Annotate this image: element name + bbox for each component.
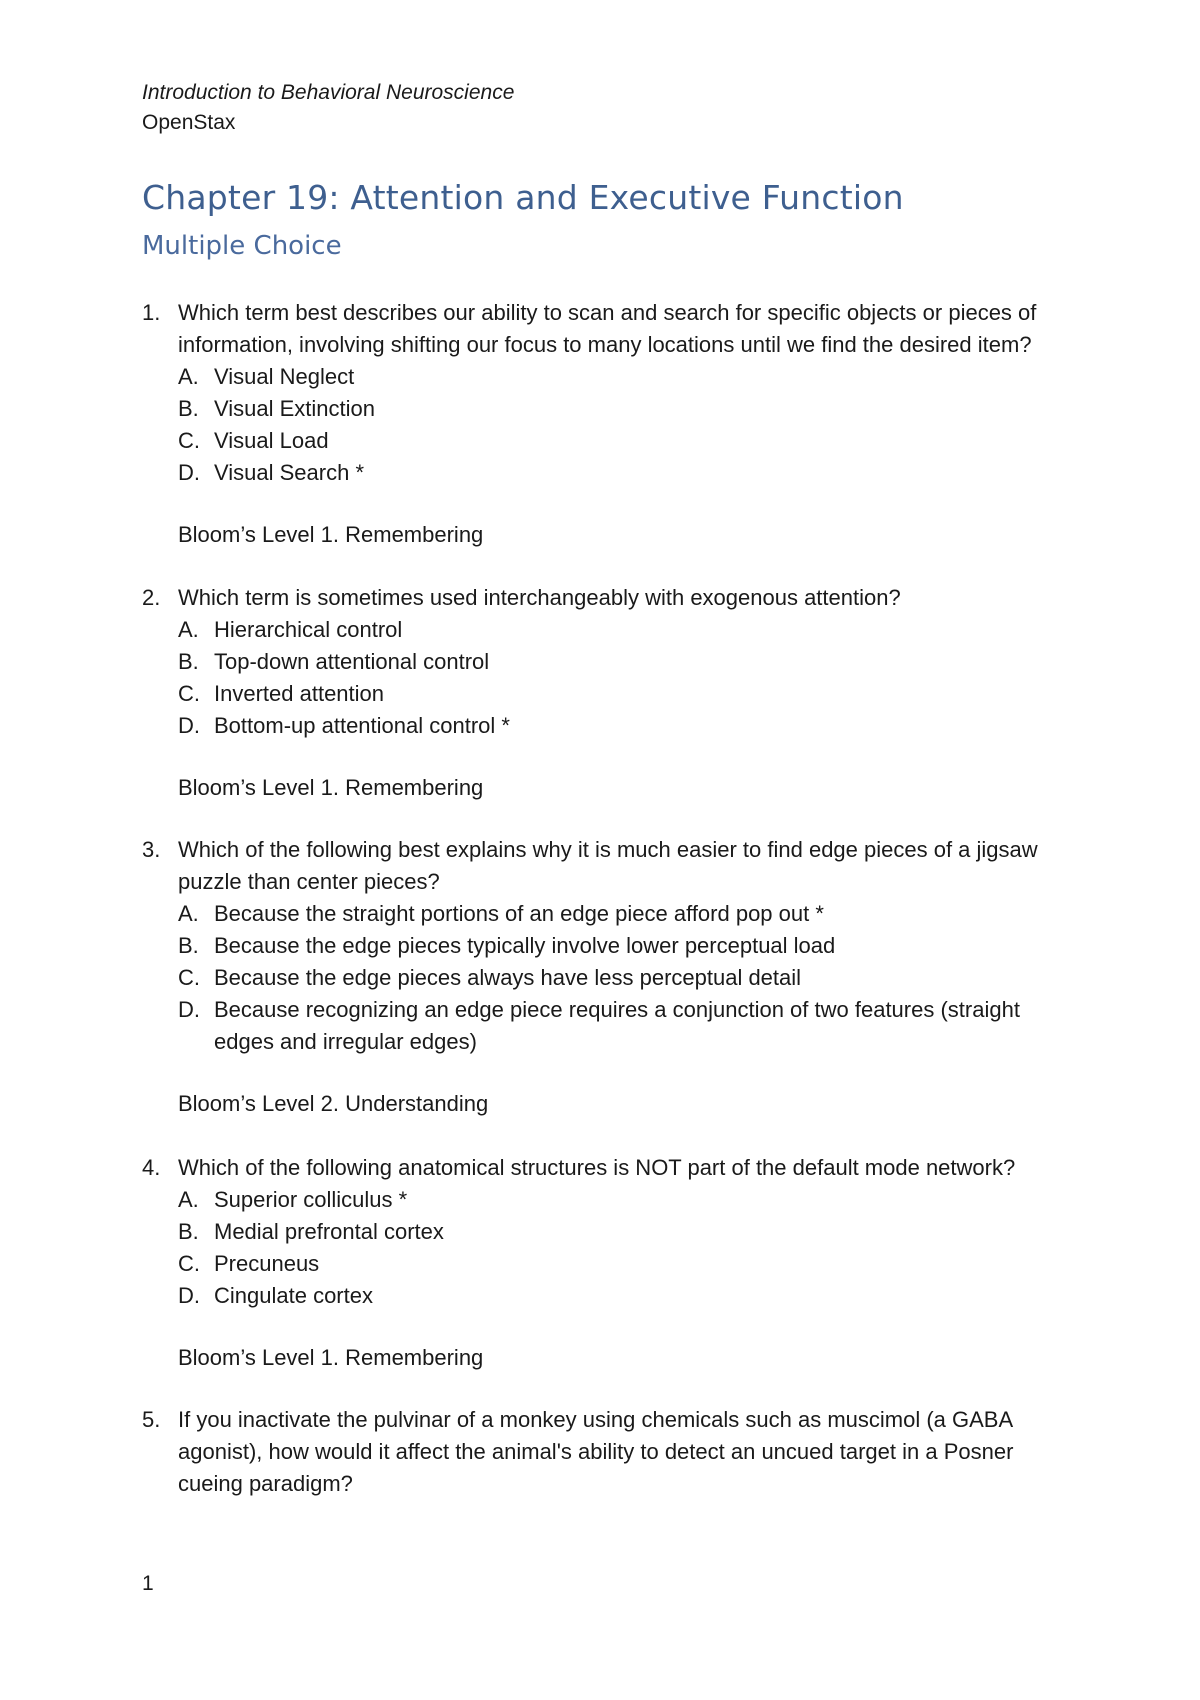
question-text: Which term is sometimes used interchangeably with exogenous attention?	[178, 585, 901, 610]
publisher: OpenStax	[142, 111, 236, 134]
option-letter: A.	[178, 364, 199, 389]
answer-option	[178, 710, 1042, 742]
answer-options	[142, 614, 1042, 742]
question-text: If you inactivate the pulvinar of a monkey using chemicals such as muscimol (a GABA agonist), how would it affect the animal's ability to detect an uncued target in a Posner cueing paradigm?	[178, 1407, 1014, 1496]
option-text: Because the edge pieces always have less perceptual detail	[214, 965, 802, 990]
option-text: Precuneus	[214, 1251, 320, 1276]
bloom-level: Bloom’s Level 1. Remembering	[178, 522, 484, 547]
chapter-title: Chapter 19: Attention and Executive Function	[142, 178, 904, 217]
question-number: 4.	[142, 1155, 161, 1180]
answer-options	[142, 1184, 1042, 1312]
option-text: Inverted attention	[214, 681, 385, 706]
question-1	[142, 297, 1042, 551]
question-number: 2.	[142, 585, 161, 610]
option-letter: C.	[178, 428, 200, 453]
bloom-level: Bloom’s Level 1. Remembering	[178, 775, 484, 800]
option-text: Hierarchical control	[214, 617, 403, 642]
option-text: Medial prefrontal cortex	[214, 1219, 444, 1244]
bloom-level: Bloom’s Level 2. Understanding	[178, 1091, 489, 1116]
option-text: Visual Neglect	[214, 364, 355, 389]
question-5	[142, 1404, 1042, 1500]
option-text: Because the edge pieces typically involve lower perceptual load	[214, 933, 836, 958]
option-letter: B.	[178, 1219, 199, 1244]
option-text: Visual Search *	[214, 460, 365, 485]
answer-option	[178, 457, 1042, 489]
answer-option	[178, 678, 1042, 710]
option-letter: B.	[178, 396, 199, 421]
option-letter: D.	[178, 713, 200, 738]
answer-option	[178, 994, 1042, 1058]
bloom-level: Bloom’s Level 1. Remembering	[178, 1345, 484, 1370]
answer-option	[178, 1184, 1042, 1216]
option-letter: B.	[178, 649, 199, 674]
answer-option	[178, 1280, 1042, 1312]
answer-option	[178, 646, 1042, 678]
option-letter: A.	[178, 901, 199, 926]
option-letter: B.	[178, 933, 199, 958]
answer-options	[142, 361, 1042, 489]
answer-option	[178, 930, 1042, 962]
question-text: Which term best describes our ability to scan and search for specific objects or pieces of information, involving shifting our focus to many locations until we find the desired item?	[178, 300, 1037, 357]
question-3	[142, 834, 1042, 1120]
question-number: 1.	[142, 300, 161, 325]
option-text: Because recognizing an edge piece requires a conjunction of two features (straight edges and irregular edges)	[214, 997, 1020, 1054]
question-number: 3.	[142, 837, 161, 862]
option-text: Because the straight portions of an edge piece afford pop out *	[214, 901, 824, 926]
question-text: Which of the following anatomical structures is NOT part of the default mode network?	[178, 1155, 1016, 1180]
page-number: 1	[142, 1572, 154, 1595]
option-text: Visual Extinction	[214, 396, 376, 421]
option-letter: A.	[178, 1187, 199, 1212]
option-letter: D.	[178, 997, 200, 1022]
answer-option	[178, 962, 1042, 994]
answer-option	[178, 361, 1042, 393]
section-title: Multiple Choice	[142, 231, 342, 261]
answer-option	[178, 1248, 1042, 1280]
option-text: Visual Load	[214, 428, 329, 453]
answer-option	[178, 425, 1042, 457]
option-text: Superior colliculus *	[214, 1187, 408, 1212]
answer-option	[178, 614, 1042, 646]
option-letter: C.	[178, 1251, 200, 1276]
option-letter: A.	[178, 617, 199, 642]
option-text: Top-down attentional control	[214, 649, 490, 674]
answer-option	[178, 393, 1042, 425]
question-4	[142, 1152, 1042, 1374]
answer-option	[178, 898, 1042, 930]
question-number: 5.	[142, 1407, 161, 1432]
option-letter: D.	[178, 1283, 200, 1308]
book-title: Introduction to Behavioral Neuroscience	[142, 81, 515, 104]
option-letter: D.	[178, 460, 200, 485]
question-text: Which of the following best explains why it is much easier to find edge pieces of a jigsaw puzzle than center pieces?	[178, 837, 1038, 894]
option-letter: C.	[178, 681, 200, 706]
option-text: Bottom-up attentional control *	[214, 713, 510, 738]
option-text: Cingulate cortex	[214, 1283, 373, 1308]
question-2	[142, 582, 1042, 804]
answer-option	[178, 1216, 1042, 1248]
option-letter: C.	[178, 965, 200, 990]
running-header	[142, 78, 514, 138]
answer-options	[142, 898, 1042, 1058]
